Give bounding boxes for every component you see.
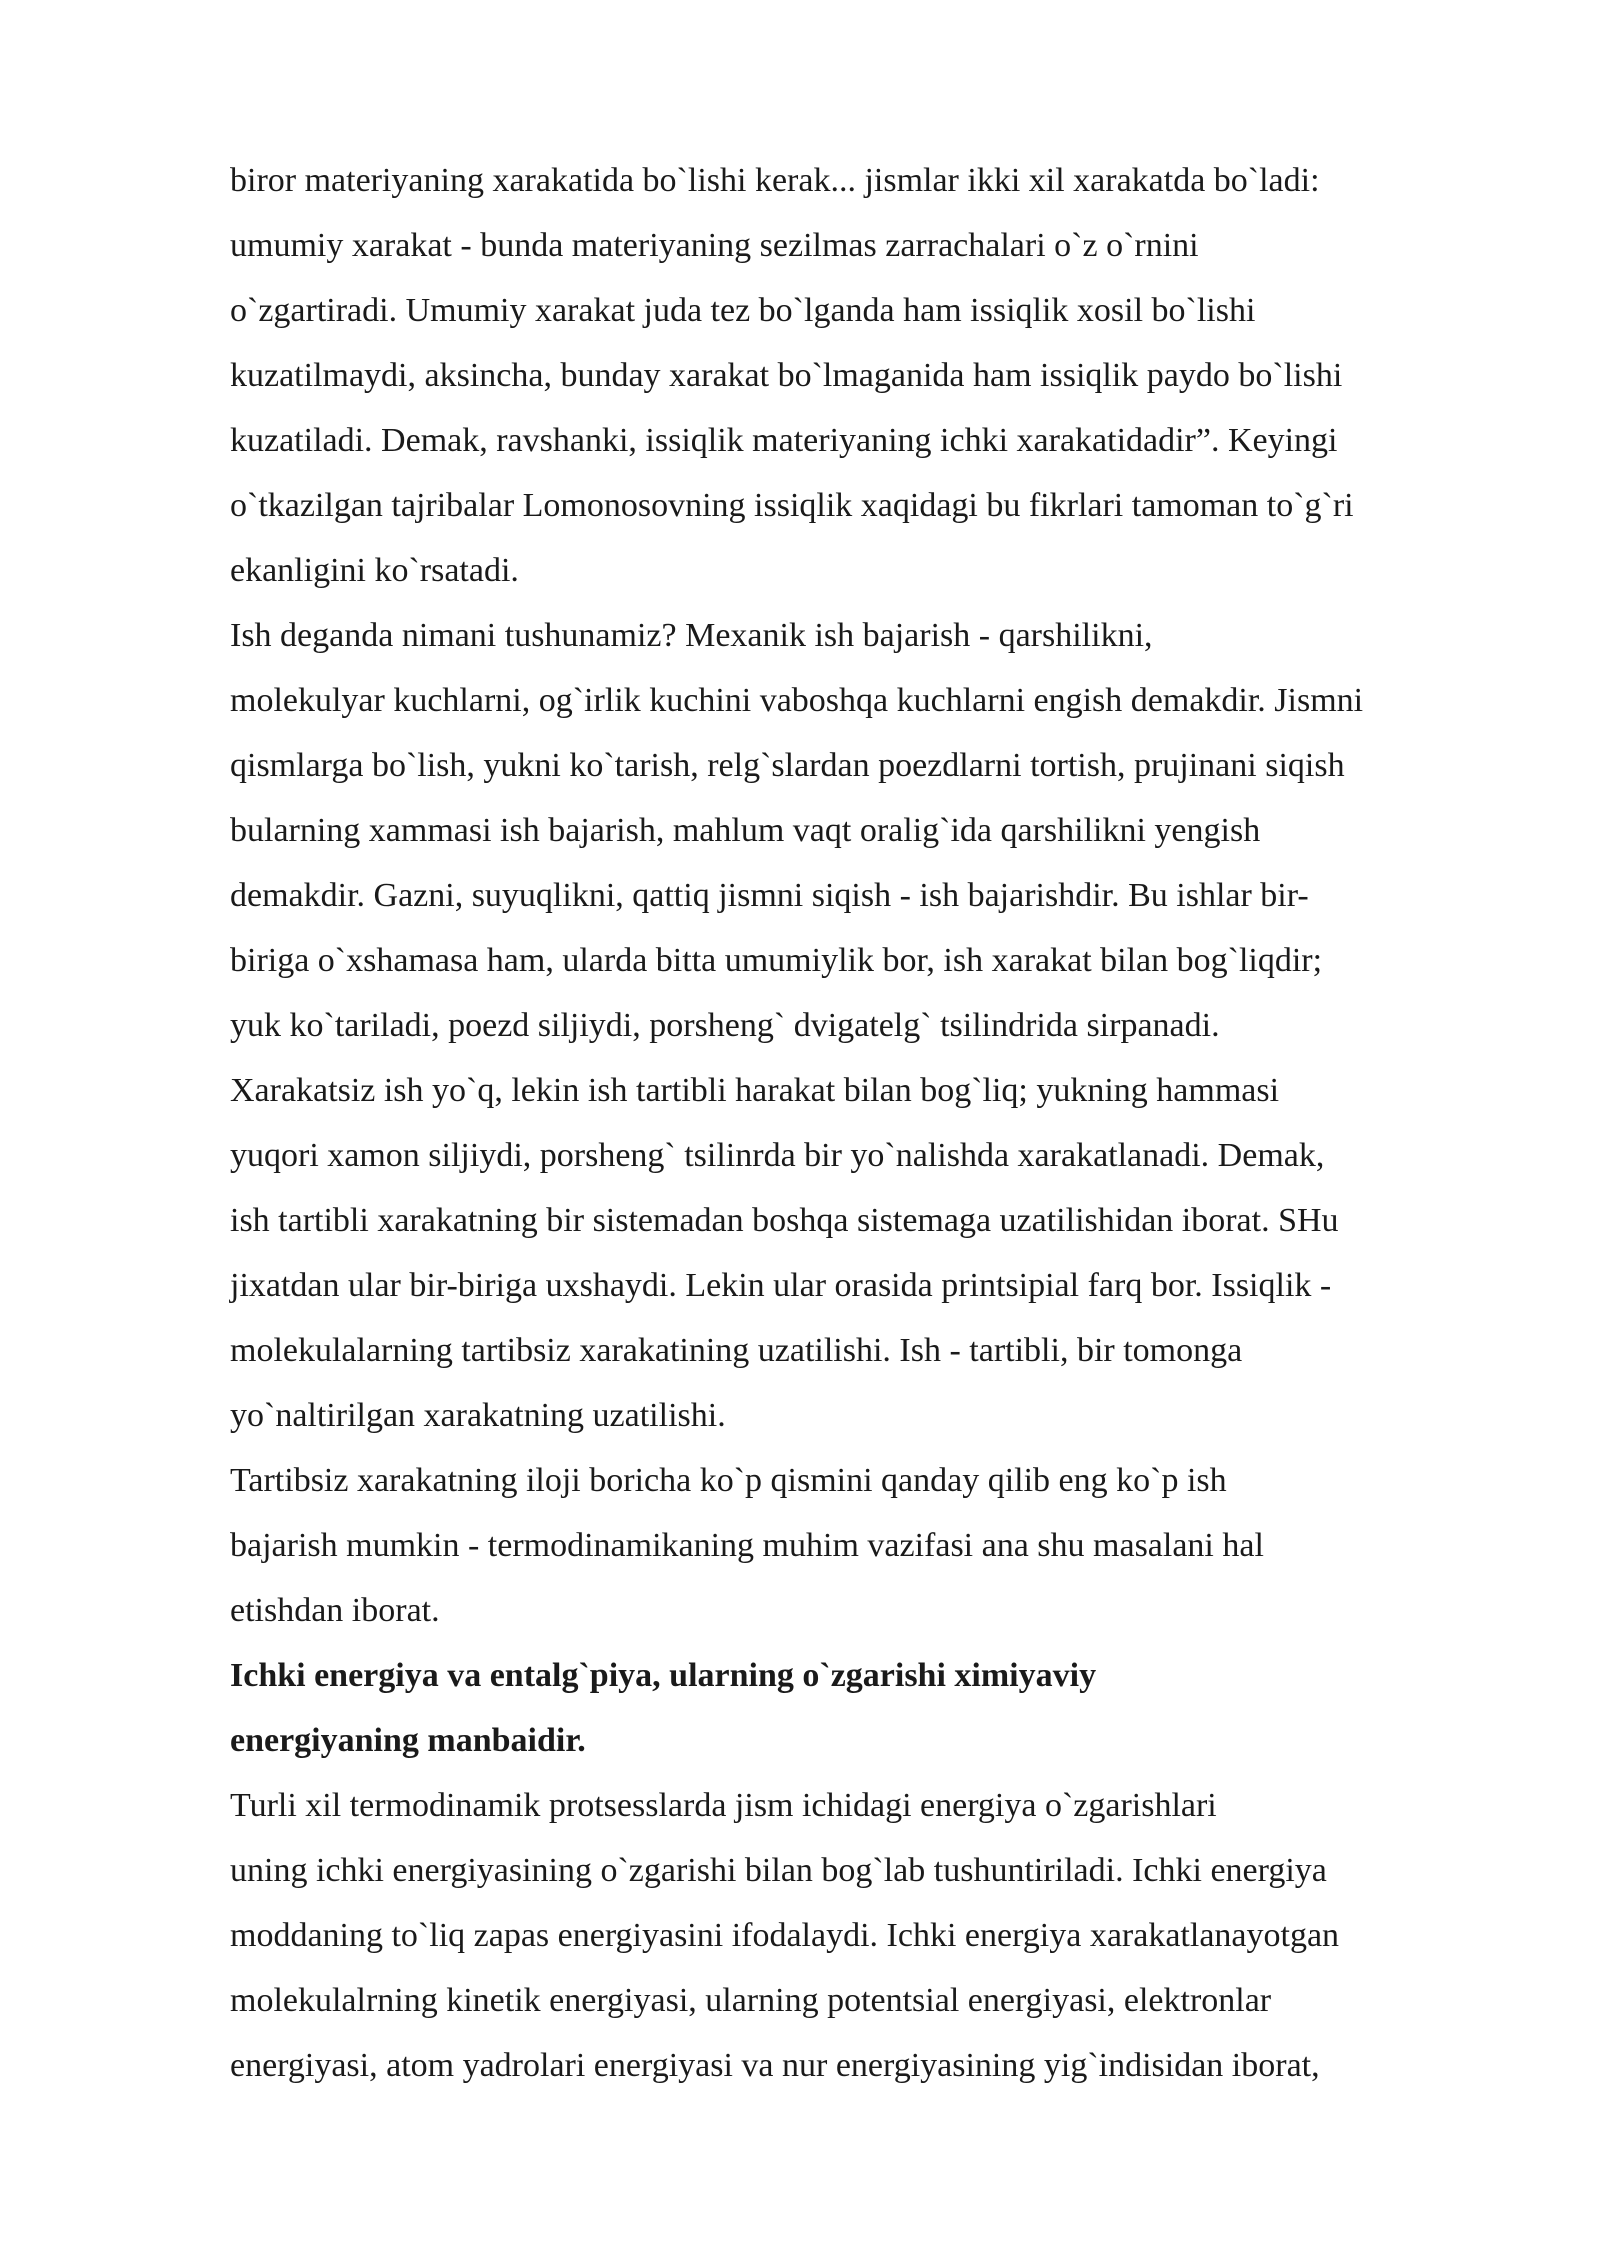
text-line: yuqori xamon siljiydi, porsheng` tsilinrda bir yo`nalishda xarakatlanadi. Demak, [230, 1137, 1325, 1174]
text-line: yuk ko`tariladi, poezd siljiydi, porsheng` dvigatelg` tsilindrida sirpanadi. [230, 1007, 1220, 1044]
text-line: demakdir. Gazni, suyuqlikni, qattiq jismni siqish - ish bajarishdir. Bu ishlar bir- [230, 877, 1309, 914]
text-line: etishdan iborat. [230, 1592, 440, 1629]
text-line: qismlarga bo`lish, yukni ko`tarish, relg`slardan poezdlarni tortish, prujinani siqish [230, 747, 1345, 784]
text-line: yo`naltirilgan xarakatning uzatilishi. [230, 1397, 726, 1434]
text-line: biriga o`xshamasa ham, ularda bitta umumiylik bor, ish xarakat bilan bog`liqdir; [230, 942, 1323, 979]
text-line: moddaning to`liq zapas energiyasini ifodalaydi. Ichki energiya xarakatlanayotgan [230, 1917, 1340, 1954]
text-line: Xarakatsiz ish yo`q, lekin ish tartibli harakat bilan bog`liq; yukning hammasi [230, 1072, 1280, 1109]
text-line: jixatdan ular bir-biriga uxshaydi. Lekin ular orasida printsipial farq bor. Issiqlik - [230, 1267, 1332, 1304]
text-line: ish tartibli xarakatning bir sistemadan boshqa sistemaga uzatilishidan iborat. SHu [230, 1202, 1339, 1239]
text-line: Tartibsiz xarakatning iloji boricha ko`p qismini qanday qilib eng ko`p ish [230, 1462, 1227, 1499]
text-line: energiyasi, atom yadrolari energiyasi va nur energiyasining yig`indisidan iborat, [230, 2047, 1320, 2084]
text-line: umumiy xarakat - bunda materiyaning sezilmas zarrachalari o`z o`rnini [230, 227, 1199, 264]
text-line: molekulyar kuchlarni, og`irlik kuchini vaboshqa kuchlarni engish demakdir. Jismni [230, 682, 1364, 719]
text-line: uning ichki energiyasining o`zgarishi bilan bog`lab tushuntiriladi. Ichki energiya [230, 1852, 1327, 1889]
text-line: molekulalrning kinetik energiyasi, ularning potentsial energiyasi, elektronlar [230, 1982, 1272, 2019]
section-heading-line: Ichki energiya va entalg`piya, ularning o`zgarishi ximiyaviy [230, 1657, 1097, 1694]
text-line: kuzatiladi. Demak, ravshanki, issiqlik materiyaning ichki xarakatidadir”. Keyingi [230, 422, 1338, 459]
section-heading-line: energiyaning manbaidir. [230, 1722, 586, 1759]
text-line: o`tkazilgan tajribalar Lomonosovning issiqlik xaqidagi bu fikrlari tamoman to`g`ri [230, 487, 1354, 524]
text-line: Ish deganda nimani tushunamiz? Mexanik ish bajarish - qarshilikni, [230, 617, 1153, 654]
text-line: ekanligini ko`rsatadi. [230, 552, 519, 589]
text-line: molekulalarning tartibsiz xarakatining uzatilishi. Ish - tartibli, bir tomonga [230, 1332, 1243, 1369]
text-line: biror materiyaning xarakatida bo`lishi kerak... jismlar ikki xil xarakatda bo`ladi: [230, 162, 1320, 199]
text-line: kuzatilmaydi, aksincha, bunday xarakat bo`lmaganida ham issiqlik paydo bo`lishi [230, 357, 1343, 394]
text-line: bularning xammasi ish bajarish, mahlum vaqt oralig`ida qarshilikni yengish [230, 812, 1261, 849]
text-line: o`zgartiradi. Umumiy xarakat juda tez bo`lganda ham issiqlik xosil bo`lishi [230, 292, 1256, 329]
text-line: Turli xil termodinamik protsesslarda jism ichidagi energiya o`zgarishlari [230, 1787, 1217, 1824]
document-body [230, 148, 1550, 2098]
text-line: bajarish mumkin - termodinamikaning muhim vazifasi ana shu masalani hal [230, 1527, 1264, 1564]
